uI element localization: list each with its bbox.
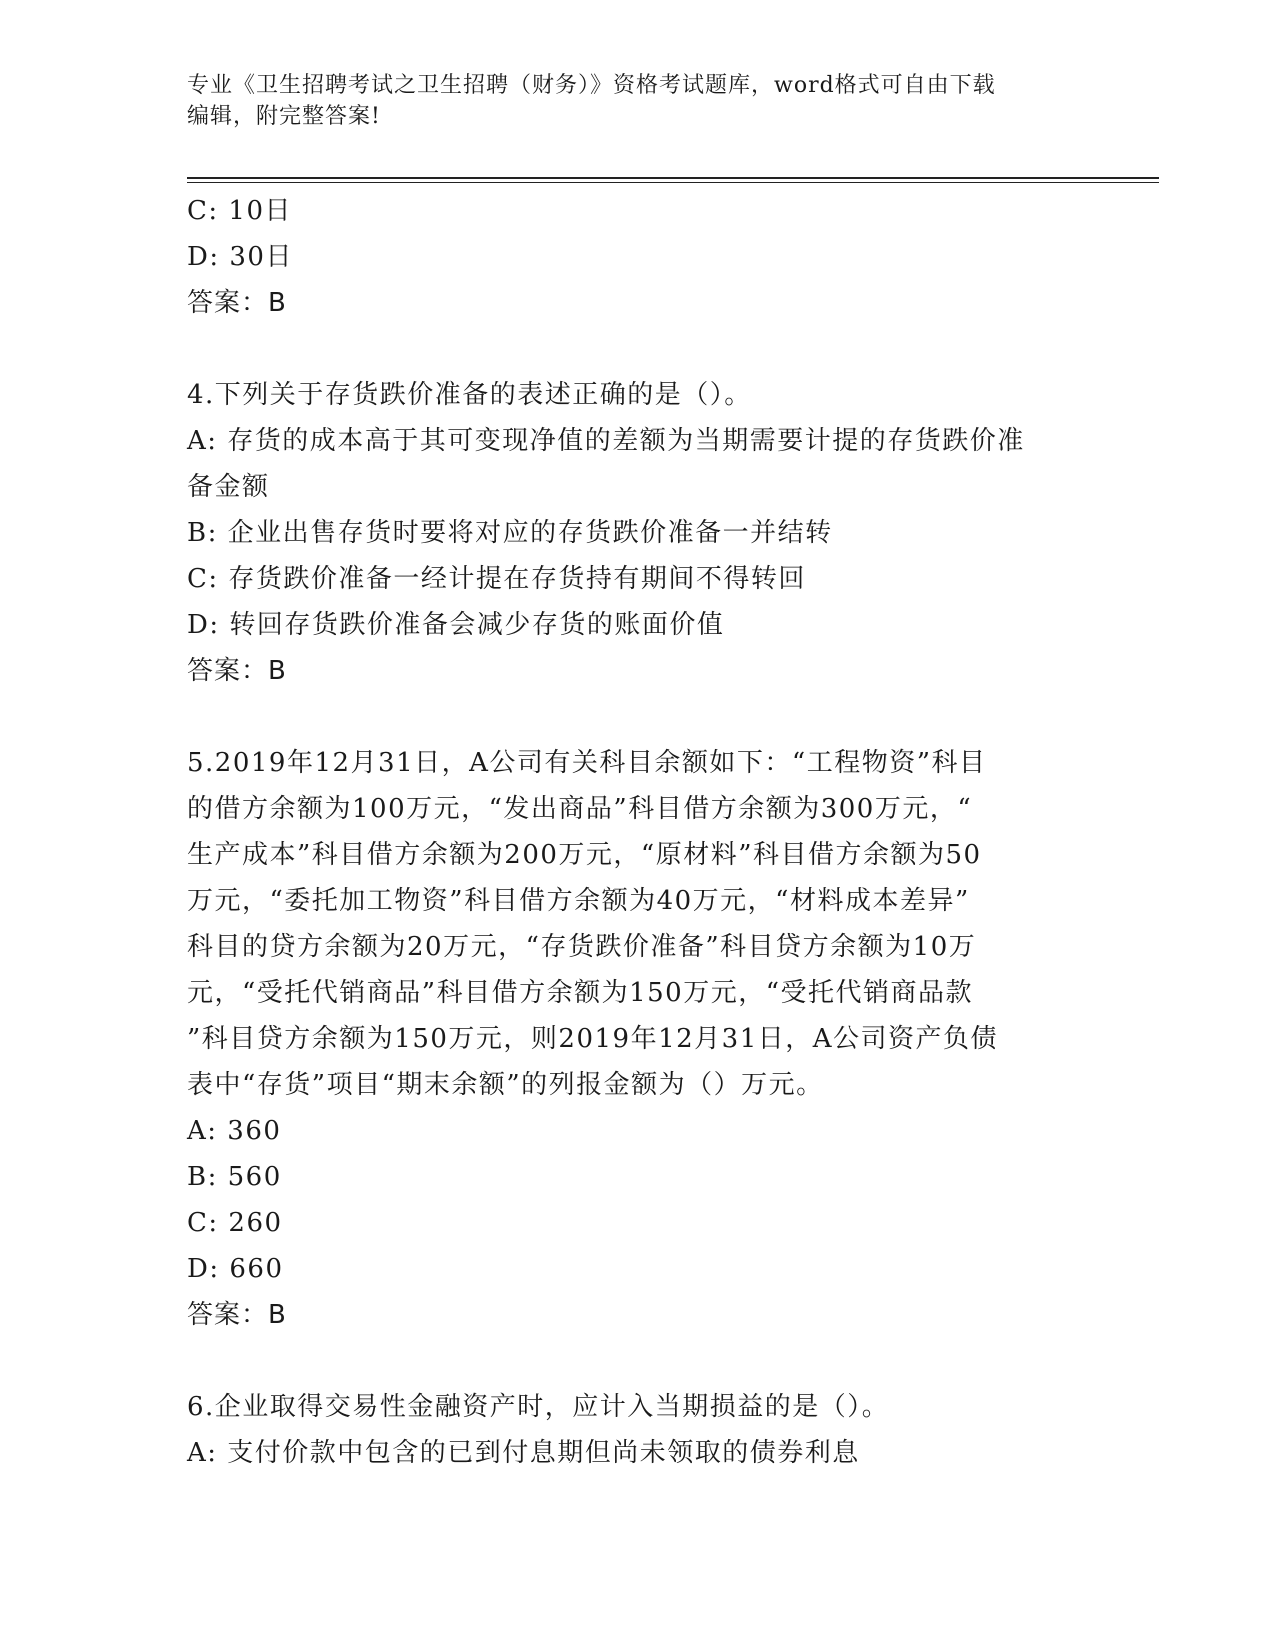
- header-line-2: 编辑，附完整答案!: [187, 104, 381, 129]
- header-line-1: 专业《卫生招聘考试之卫生招聘（财务）》资格考试题库，word格式可自由下载: [187, 73, 996, 98]
- q4-answer: 答案：B: [187, 656, 287, 686]
- q4-option-b: B: 企业出售存货时要将对应的存货跌价准备一并结转: [187, 518, 833, 548]
- q4-option-a-line-1: A: 存货的成本高于其可变现净值的差额为当期需要计提的存货跌价准: [187, 426, 1025, 456]
- question-6: [187, 1384, 1077, 1476]
- question-4: [187, 372, 1077, 694]
- q5-option-d: D: 660: [187, 1254, 284, 1284]
- q5-stem-line: 表中“存货”项目“期末余额”的列报金额为（）万元。: [187, 1070, 824, 1100]
- spacer: [187, 326, 1077, 372]
- q4-option-a-line-2: 备金额: [187, 472, 270, 502]
- header-divider-thin: [187, 182, 1159, 183]
- q5-stem-line: 科目的贷方余额为20万元，“存货跌价准备”科目贷方余额为10万: [187, 932, 977, 962]
- q5-stem-line: 万元，“委托加工物资”科目借方余额为40万元，“材料成本差异”: [187, 886, 970, 916]
- spacer: [187, 694, 1077, 740]
- q4-option-c: C: 存货跌价准备一经计提在存货持有期间不得转回: [187, 564, 806, 594]
- q5-stem-line: ”科目贷方余额为150万元，则2019年12月31日，A公司资产负债: [187, 1024, 999, 1054]
- q5-answer: 答案：B: [187, 1300, 287, 1330]
- q4-stem: 4.下列关于存货跌价准备的表述正确的是（）。: [187, 380, 752, 410]
- q5-option-a: A: 360: [187, 1116, 282, 1146]
- q3-option-d: D: 30日: [187, 242, 293, 272]
- spacer: [187, 1338, 1077, 1384]
- q5-stem-line: 5.2019年12月31日，A公司有关科目余额如下：“工程物资”科目: [187, 748, 987, 778]
- q3-answer: 答案：B: [187, 288, 287, 318]
- q5-stem-line: 生产成本”科目借方余额为200万元，“原材料”科目借方余额为50: [187, 840, 982, 870]
- q3-option-c: C: 10日: [187, 196, 293, 226]
- q6-option-a: A: 支付价款中包含的已到付息期但尚未领取的债券利息: [187, 1438, 860, 1468]
- q5-stem-line: 元，“受托代销商品”科目借方余额为150万元，“受托代销商品款: [187, 978, 974, 1008]
- q4-option-d: D: 转回存货跌价准备会减少存货的账面价值: [187, 610, 725, 640]
- question-3: [187, 188, 1077, 326]
- q5-option-c: C: 260: [187, 1208, 283, 1238]
- question-5: [187, 740, 1077, 1338]
- document-header: [187, 70, 1067, 132]
- q6-stem: 6.企业取得交易性金融资产时，应计入当期损益的是（）。: [187, 1392, 890, 1422]
- document-body: [187, 188, 1077, 1476]
- q5-option-b: B: 560: [187, 1162, 282, 1192]
- header-divider-thick: [187, 177, 1159, 179]
- q5-stem-line: 的借方余额为100万元，“发出商品”科目借方余额为300万元，“: [187, 794, 973, 824]
